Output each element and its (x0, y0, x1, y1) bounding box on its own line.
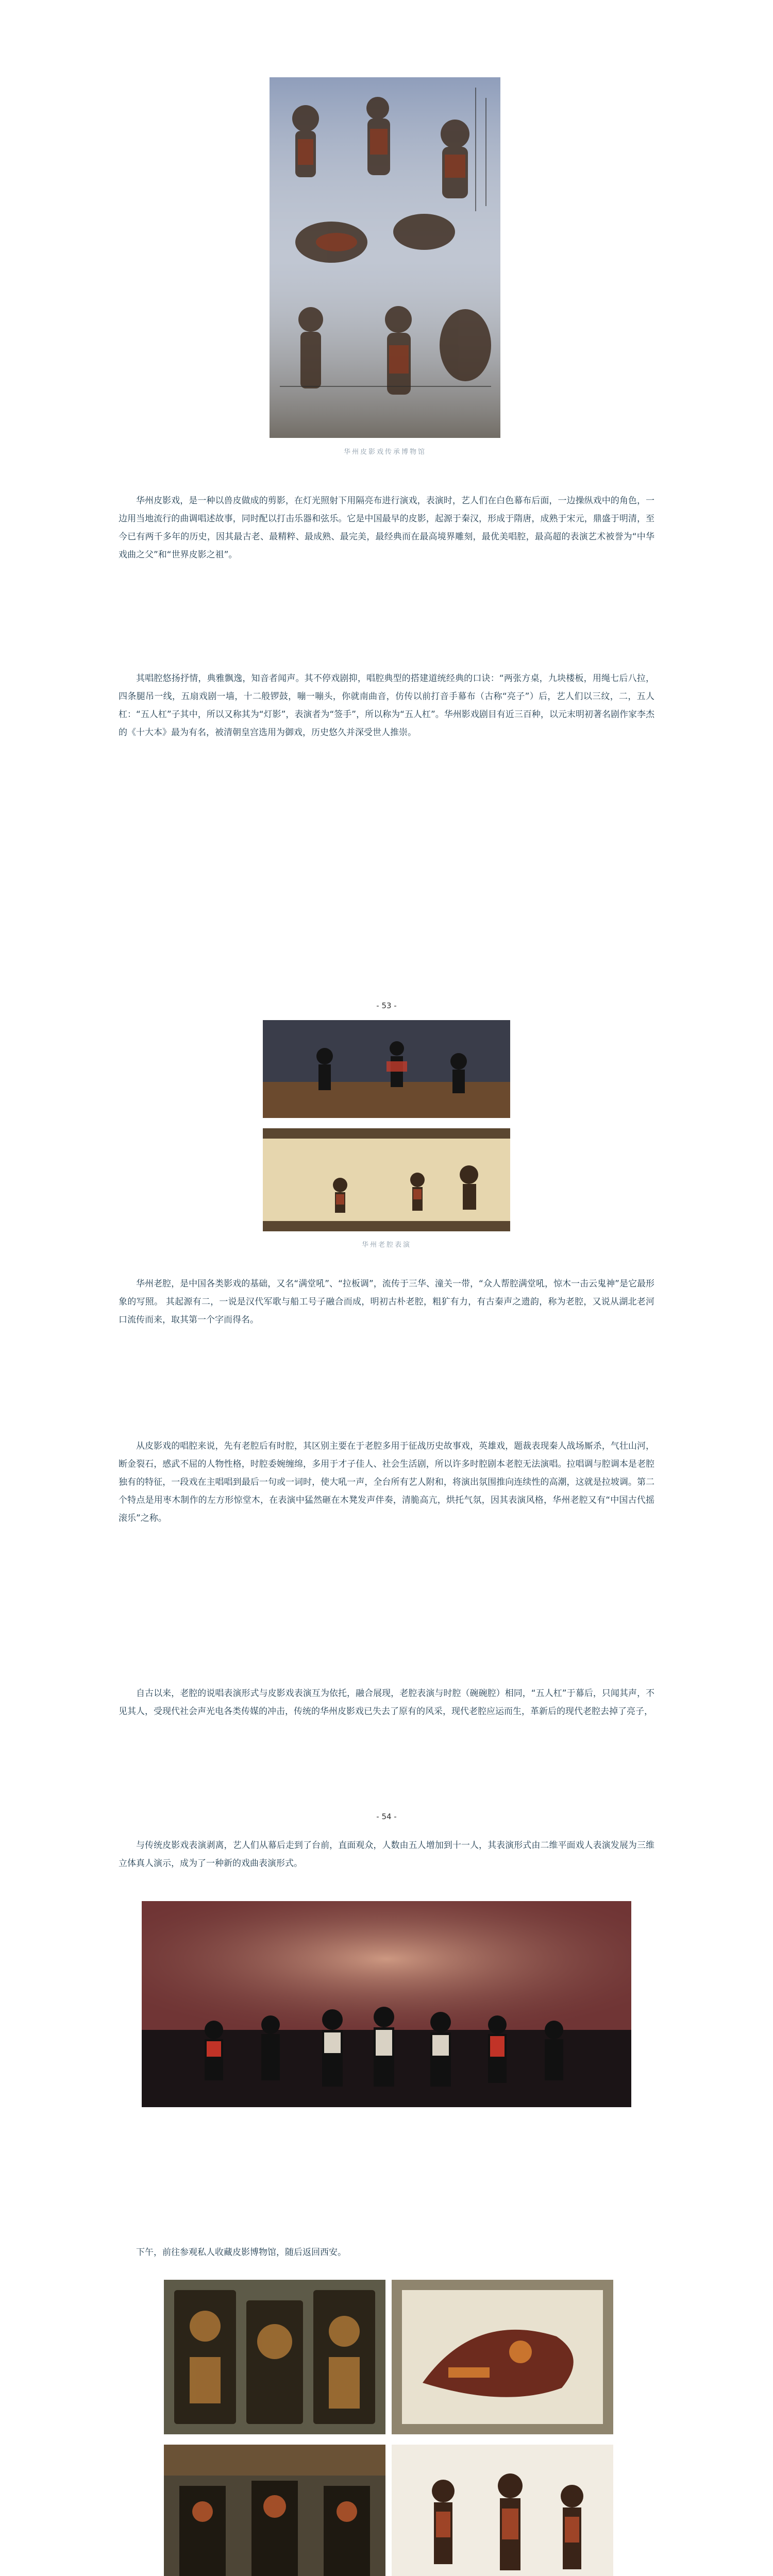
paragraph-afternoon-visit: 下午，前往参观私人收藏皮影博物馆，随后返回西安。 (136, 2247, 346, 2258)
paragraph-singing-style: 其唱腔悠扬抒情，典雅飘逸，知音者闻声。其不停戏剧抑，唱腔典型的搭建道统经典的口诀：“两张方桌，九块楼板，用绳七后八拉，四条腿吊一线，五扇戏剧一墙，十二般锣鼓，嘣一嘣头，你就南曲音，仿传以前打音手幕布（古称“亮子”）后，艺人们以三纹，二，五人杠：“五人杠”子其中，所以又称其为“灯影”，表演者为“签手”，所以称为“五人杠”。华州影戏剧目有近三百种，以元末明初著名剧作家李杰的《十大本》最为有名，被清朝皇宫选用为御戏，历史悠久并深受世人推崇。 (119, 673, 654, 738)
page-number-54: - 54 - (376, 1812, 397, 1821)
museum-collection-photo-3 (164, 2445, 385, 2576)
top-photo-caption: 华州皮影戏传承博物馆 (343, 448, 426, 456)
page-number-53: - 53 - (376, 1001, 397, 1010)
laoqiang-stage-photo-2 (263, 1128, 510, 1231)
laoqiang-photo-caption: 华州老腔表演 (361, 1241, 411, 1249)
paragraph-huazhou-shadow-play: 华州皮影戏，是一种以兽皮做成的剪影，在灯光照射下用隔亮布进行演戏，表演时，艺人们在白色幕布后面，一边操纵戏中的角色，一边用当地流行的曲调唱述故事，同时配以打击乐器和弦乐。它是中国最早的皮影，起源于秦汉，形成于隋唐，成熟于宋元，鼎盛于明清，至今已有两千多年的历史，因其最古老、最精粹、最成熟、最完美，最经典而在最高境界雕刻，最优美唱腔，最高超的表演艺术被誉为“中华戏曲之父”和“世界皮影之祖”。 (119, 496, 654, 560)
paragraph-laoqiang-singing: 从皮影戏的唱腔来说，先有老腔后有时腔，其区别主要在于老腔多用于征战历史故事戏，英雄戏，题裁表现秦人战场厮杀，气壮山河，断金裂石，感武不屈的人物性格，时腔委婉缠绵，多用于才子佳人、社会生活剧，所以许多时腔剧本老腔无法演唱。拉唱调与腔调本是老腔独有的特征，一段戏在主唱唱到最后一句或一词时，使大吼一声，全台所有艺人附和，将演出氛围推向连续性的高潮，这就是拉坡调。第二个特点是用枣木制作的左方形惊堂木，在表演中猛然砸在木凳发声伴奏，清脆高亢，烘托气氛，因其表演风格，华州老腔又有“中国古代摇滚乐”之称。 (119, 1441, 654, 1523)
shadow-puppet-museum-photo (270, 77, 500, 438)
paragraph-laoqiang-performance: 与传统皮影戏表演剥离，艺人们从幕后走到了台前，直面观众，人数由五人增加到十一人，其表演形式由二维平面戏人表演发展为三维立体真人演示，成为了一种新的戏曲表演形式。 (119, 1840, 654, 1869)
museum-collection-photo-1 (164, 2280, 385, 2434)
museum-collection-photo-2 (392, 2280, 613, 2434)
laoqiang-performance-photo (142, 1901, 631, 2107)
laoqiang-stage-photo-1 (263, 1020, 510, 1118)
museum-collection-photo-4 (392, 2445, 613, 2576)
paragraph-laoqiang-intro: 华州老腔，是中国各类影戏的基础，又名“满堂吼”、“拉板调”，流传于三华、潼关一带，“众人帮腔满堂吼，惊木一击云鬼神”是它最形象的写照。 其起源有二，一说是汉代军歌与船工号子融合而成，明初古朴老腔，粗犷有力，有古秦声之遗韵，称为老腔，又说从湖北老河口流传而来，取其第一个字而得名。 (119, 1279, 654, 1325)
paragraph-laoqiang-modern: 自古以来，老腔的说唱表演形式与皮影戏表演互为依托，融合展现，老腔表演与时腔（碗碗腔）相同，“五人杠”于幕后，只闻其声，不见其人，受现代社会声光电各类传媒的冲击，传统的华州皮影戏已失去了原有的风采，现代老腔应运而生，革新后的现代老腔去掉了亮子， (119, 1688, 654, 1717)
